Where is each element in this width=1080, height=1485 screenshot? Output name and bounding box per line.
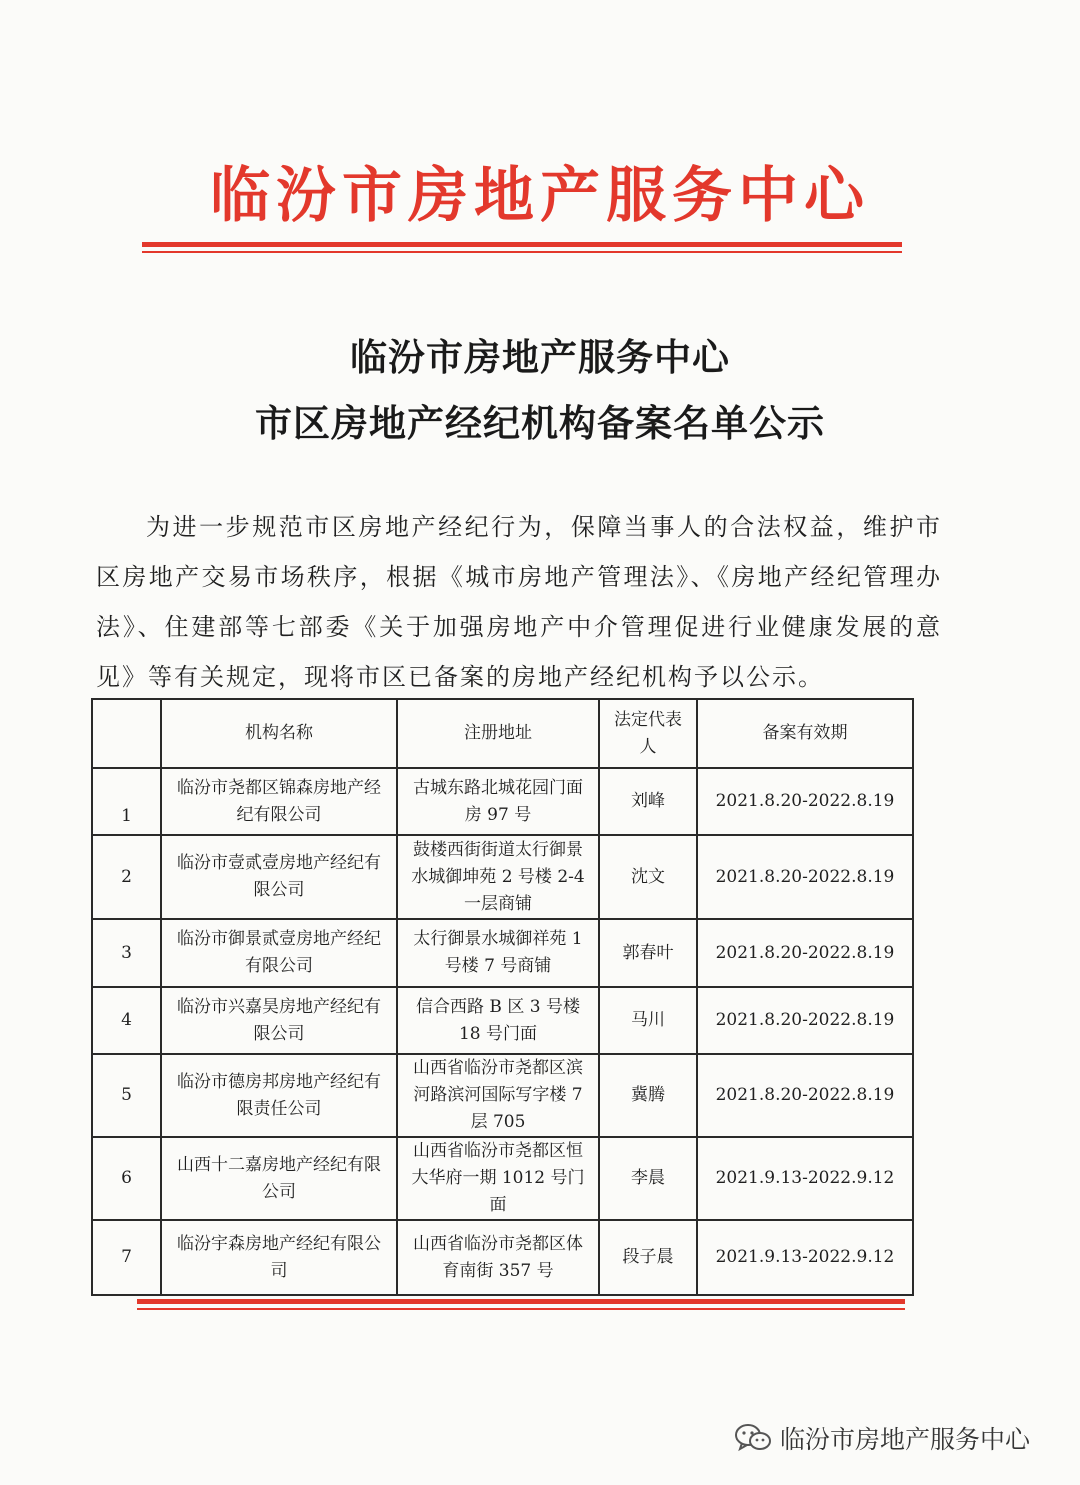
agency-name: 临汾市御景贰壹房地产经纪有限公司 [161, 919, 397, 987]
filing-period: 2021.8.20-2022.8.19 [697, 919, 913, 987]
table-header-row [92, 699, 913, 768]
agency-name: 山西十二嘉房地产经纪有限公司 [161, 1137, 397, 1220]
agency-address: 太行御景水城御祥苑 1 号楼 7 号商铺 [397, 919, 599, 987]
legal-representative: 李晨 [599, 1137, 697, 1220]
row-number: 3 [92, 919, 161, 987]
row-number: 6 [92, 1137, 161, 1220]
filing-period: 2021.8.20-2022.8.19 [697, 987, 913, 1054]
legal-representative: 郭春叶 [599, 919, 697, 987]
row-number: 1 [92, 768, 161, 835]
header-rep: 法定代表人 [599, 699, 697, 768]
registry-table [91, 698, 914, 1296]
footer-rule-thick [137, 1299, 905, 1304]
agency-address: 山西省临汾市尧都区恒大华府一期 1012 号门面 [397, 1137, 599, 1220]
table-row [92, 1137, 913, 1220]
header-address: 注册地址 [397, 699, 599, 768]
agency-name: 临汾市尧都区锦森房地产经纪有限公司 [161, 768, 397, 835]
filing-period: 2021.9.13-2022.9.12 [697, 1220, 913, 1295]
wechat-icon [734, 1422, 772, 1454]
row-number: 7 [92, 1220, 161, 1295]
header-name: 机构名称 [161, 699, 397, 768]
footer-rule-thin [137, 1308, 905, 1310]
header-index [92, 699, 161, 768]
table-row [92, 919, 913, 987]
filing-period: 2021.8.20-2022.8.19 [697, 768, 913, 835]
legal-representative: 段子晨 [599, 1220, 697, 1295]
agency-name: 临汾市壹贰壹房地产经纪有限公司 [161, 835, 397, 919]
table-row [92, 987, 913, 1054]
intro-paragraph: 为进一步规范市区房地产经纪行为，保障当事人的合法权益，维护市区房地产交易市场秩序，根据《城市房地产管理法》、《房地产经纪管理办法》、住建部等七部委《关于加强房地产中介管理促进行业健康发展的意见》等有关规定，现将市区已备案的房地产经纪机构予以公示。 [96, 513, 942, 691]
agency-name: 临汾市兴嘉昊房地产经纪有限公司 [161, 987, 397, 1054]
table-row [92, 1220, 913, 1295]
letterhead-rule-thin [142, 251, 902, 253]
page-title-line2: 市区房地产经纪机构备案名单公示 [255, 402, 825, 445]
legal-representative: 沈文 [599, 835, 697, 919]
row-number: 4 [92, 987, 161, 1054]
filing-period: 2021.9.13-2022.9.12 [697, 1137, 913, 1220]
letterhead-org-name: 临汾市房地产服务中心 [210, 161, 870, 231]
legal-representative: 刘峰 [599, 768, 697, 835]
legal-representative: 冀腾 [599, 1054, 697, 1137]
letterhead-rule-thick [142, 242, 902, 247]
filing-period: 2021.8.20-2022.8.19 [697, 835, 913, 919]
table-row [92, 768, 913, 835]
agency-address: 信合西路 B 区 3 号楼 18 号门面 [397, 987, 599, 1054]
agency-name: 临汾市德房邦房地产经纪有限责任公司 [161, 1054, 397, 1137]
row-number: 5 [92, 1054, 161, 1137]
agency-address: 古城东路北城花园门面房 97 号 [397, 768, 599, 835]
header-period: 备案有效期 [697, 699, 913, 768]
page-title-line1: 临汾市房地产服务中心 [350, 336, 730, 379]
agency-address: 山西省临汾市尧都区体育南街 357 号 [397, 1220, 599, 1295]
table-row [92, 835, 913, 919]
wechat-account-watermark [734, 1418, 1030, 1458]
agency-name: 临汾宇森房地产经纪有限公司 [161, 1220, 397, 1295]
filing-period: 2021.8.20-2022.8.19 [697, 1054, 913, 1137]
agency-address: 鼓楼西街街道太行御景水城御坤苑 2 号楼 2-4 一层商铺 [397, 835, 599, 919]
legal-representative: 马川 [599, 987, 697, 1054]
row-number: 2 [92, 835, 161, 919]
agency-address: 山西省临汾市尧都区滨河路滨河国际写字楼 7 层 705 [397, 1054, 599, 1137]
wechat-account-name: 临汾市房地产服务中心 [780, 1425, 1031, 1454]
table-row [92, 1054, 913, 1137]
